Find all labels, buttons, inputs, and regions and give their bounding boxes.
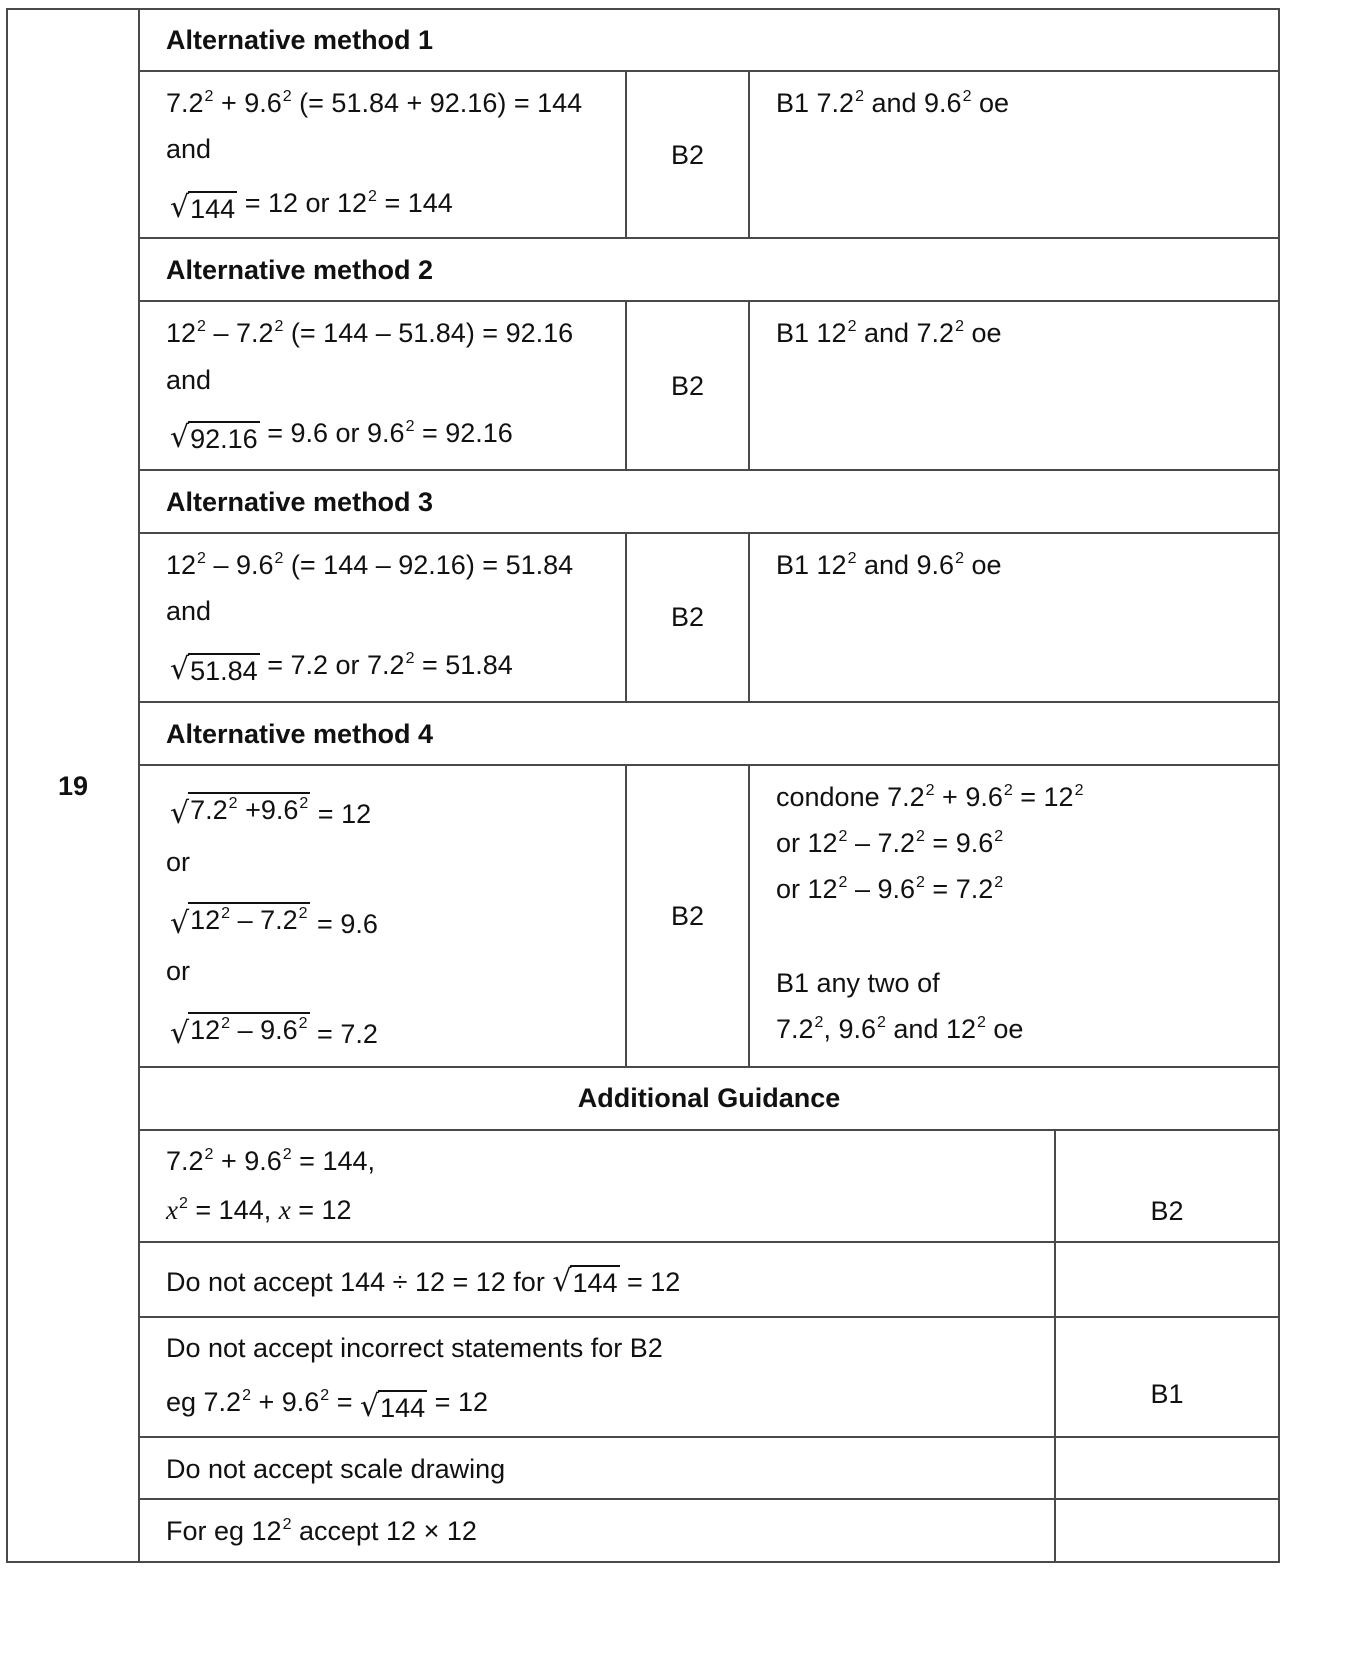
alt-method-4-expression-3: √ $12^2 - 9.6^2$ = 7.2 xyxy=(170,1012,378,1051)
alt-method-4-condone-or-1: or $12^2 - 7.2^2 = 9.6^2$ xyxy=(776,828,1004,858)
column-divider xyxy=(748,70,750,239)
table-border-bottom xyxy=(6,1561,1280,1563)
alt-method-1-heading: Alternative method 1 xyxy=(166,25,434,55)
alt-method-2-heading: Alternative method 2 xyxy=(166,255,434,285)
alt-method-3-root-line: √ 51.84 = 7.2 or $7.2^2 = 51.84$ xyxy=(170,650,513,687)
row-divider xyxy=(138,701,1280,703)
row-divider xyxy=(138,1066,1280,1068)
alt-method-4-or-1: or xyxy=(166,847,191,877)
alt-method-1-connector: and xyxy=(166,134,212,164)
row-divider xyxy=(138,1436,1280,1438)
row-divider xyxy=(138,469,1280,471)
row-divider xyxy=(138,237,1280,239)
alt-method-4-condone-or-2: or $12^2 - 9.6^2 = 7.2^2$ xyxy=(776,874,1004,904)
square-root: √ $7.2^2 +9.6^2$ xyxy=(170,792,310,831)
guidance-row-3-line-1: Do not accept incorrect statements for B2 xyxy=(166,1333,663,1363)
question-column-divider xyxy=(138,8,140,1563)
alt-method-1-mark: B2 xyxy=(670,140,705,170)
alt-method-2-connector: and xyxy=(166,365,212,395)
square-root: √ 144 xyxy=(170,190,236,225)
row-divider xyxy=(138,764,1280,766)
square-root: √ $12^2 - 7.2^2$ xyxy=(170,902,310,941)
square-root: √ 92.16 xyxy=(170,420,258,455)
square-root: √ 51.84 xyxy=(170,652,258,687)
alt-method-4-expression-2: √ $12^2 - 7.2^2$ = 9.6 xyxy=(170,902,378,941)
alt-method-4-mark: B2 xyxy=(670,901,705,931)
alt-method-4-condone: condone $7.2^2 + 9.6^2 = 12^2$ xyxy=(776,782,1084,812)
alt-method-1-equation: $7.2^2 + 9.6^2$ (= 51.84 + 92.16) = 144 xyxy=(166,88,583,118)
column-divider xyxy=(748,764,750,1068)
alt-method-4-heading: Alternative method 4 xyxy=(166,719,434,749)
alt-method-4-expression-1: √ $7.2^2 +9.6^2$ = 12 xyxy=(170,792,371,831)
alt-method-4-b1-line-1: B1 any two of xyxy=(776,968,940,998)
guidance-row-3-line-2: eg $7.2^2 + 9.6^2$ = √ 144 = 12 xyxy=(166,1387,488,1424)
square-root: √ 144 xyxy=(552,1264,618,1299)
row-divider xyxy=(138,70,1280,72)
alt-method-4-b1-line-2: $7.2^2$, $9.6^2$ and $12^2$ oe xyxy=(776,1014,1024,1044)
row-divider xyxy=(138,1129,1280,1131)
alt-method-2-equation: $12^2 - 7.2^2$ (= 144 – 51.84) = 92.16 xyxy=(166,318,574,348)
guidance-row-1-line-1: $7.2^2 + 9.6^2 = 144$, xyxy=(166,1146,375,1176)
guidance-row-5-text: For eg $12^2$ accept 12 × 12 xyxy=(166,1516,477,1546)
alt-method-2-comment: B1 $12^2$ and $7.2^2$ oe xyxy=(776,318,1002,348)
question-number: 19 xyxy=(58,771,89,801)
alt-method-3-equation: $12^2 - 9.6^2$ (= 144 – 92.16) = 51.84 xyxy=(166,550,574,580)
additional-guidance-heading: Additional Guidance xyxy=(577,1083,841,1113)
alt-method-2-root-line: √ 92.16 = 9.6 or $9.6^2 = 92.16$ xyxy=(170,418,513,455)
guidance-row-4-text: Do not accept scale drawing xyxy=(166,1454,506,1484)
column-divider xyxy=(748,532,750,703)
column-divider xyxy=(748,300,750,471)
row-divider xyxy=(138,300,1280,302)
guidance-row-2-text: Do not accept 144 ÷ 12 = 12 for √ 144 = 12 xyxy=(166,1264,681,1299)
alt-method-3-heading: Alternative method 3 xyxy=(166,487,434,517)
row-divider xyxy=(138,1316,1280,1318)
square-root: √ 144 xyxy=(359,1389,426,1424)
alt-method-3-comment: B1 $12^2$ and $9.6^2$ oe xyxy=(776,550,1002,580)
guidance-row-3-mark: B1 xyxy=(1150,1379,1184,1409)
row-divider xyxy=(138,532,1280,534)
alt-method-3-mark: B2 xyxy=(670,602,705,632)
square-root: √ $12^2 - 9.6^2$ xyxy=(170,1012,310,1051)
guidance-row-1-mark: B2 xyxy=(1150,1196,1184,1226)
alt-method-3-connector: and xyxy=(166,596,212,626)
alt-method-1-root-line: √ 144 = 12 or $12^2 = 144$ xyxy=(170,188,453,225)
row-divider xyxy=(138,1498,1280,1500)
table-border-top xyxy=(6,8,1280,10)
guidance-row-1-line-2: $x^2 = 144$, x = 12 xyxy=(166,1195,352,1225)
row-divider xyxy=(138,1241,1280,1243)
table-border-left xyxy=(6,8,8,1563)
alt-method-1-comment: B1 $7.2^2$ and $9.6^2$ oe xyxy=(776,88,1010,118)
table-border-right xyxy=(1278,8,1280,1563)
alt-method-4-or-2: or xyxy=(166,956,191,986)
alt-method-2-mark: B2 xyxy=(670,371,705,401)
